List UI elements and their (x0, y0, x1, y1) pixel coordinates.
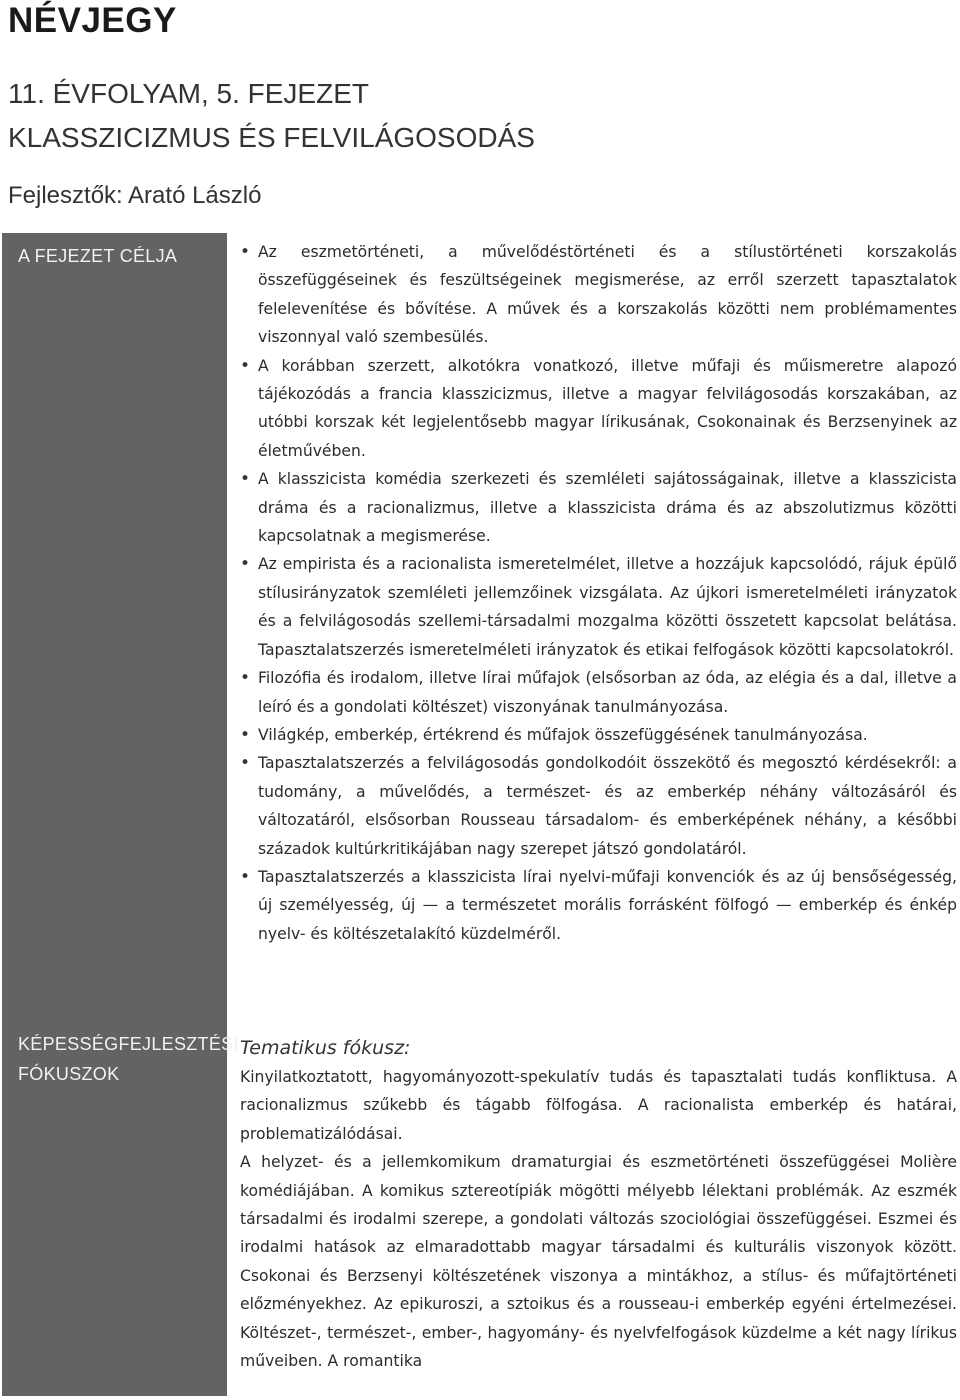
goals-section (240, 238, 957, 948)
goal-item: • A korábban szerzett, alkotókra vonatkozó, illetve műfaji és műismeretre alapozó tájékozódás a francia klasszicizmus, illetve a magyar felvilágosodás korszakában, az utóbbi korszak két legjelentősebb magyar lírikusának, Csokonainak és Berzsenyinek az életművében. (240, 352, 957, 466)
goals-list (240, 238, 957, 948)
goal-item: • Világkép, emberkép, értékrend és műfajok összefüggésének tanulmányozása. (240, 721, 957, 749)
sidebar-label-goal: A FEJEZET CÉLJA (18, 246, 178, 266)
goal-item: • Filozófia és irodalom, illetve lírai műfajok (elsősorban az óda, az elégia és a dal, illetve a leíró és a gondolati költészet) viszonyának tanulmányozása. (240, 664, 957, 721)
sidebar-label-focus (18, 1029, 239, 1089)
goal-item: • Az eszmetörténeti, a művelődéstörténeti és a stílustörténeti korszakolás összefüggéseinek és feszültségeinek megismerése, az erről szerzett tapasztalatok felelevenítése és bővítése. A művek és a korszakolás közötti nem problémamentes viszonnyal való szembesülés. (240, 238, 957, 352)
goal-item: • Tapasztalatszerzés a klasszicista lírai nyelvi-műfaji konvenciók és az új bensőségesség, új személyesség, új — a természetet morális forrásként fölfogó — emberkép és énkép nyelv- és költészetalakító küzdelméről. (240, 863, 957, 948)
chapter-title: KLASSZICIZMUS ÉS FELVILÁGOSODÁS (8, 122, 535, 153)
sidebar-label-focus-line1: KÉPESSÉGFEJLESZTÉSI (18, 1034, 239, 1054)
developers: Fejlesztők: Arató László (8, 182, 262, 209)
goal-item: • A klasszicista komédia szerkezeti és szemléleti sajátosságainak, illetve a klasszicista dráma és a racionalizmus, illetve a klasszicista dráma és az abszolutizmus közötti kapcsolatnak a megismerése. (240, 465, 957, 550)
sidebar (2, 233, 239, 1396)
goal-item: • Az empirista és a racionalista ismeretelmélet, illetve a hozzájuk kapcsolódó, rájuk épülő stílusirányzatok szemléleti jellemzőinek vizsgálata. Az újkori ismeretelméleti irányzatok és a felvilágosodás szellemi-társadalmi mozgalma közötti összetett kapcsolat belátása. Tapasztalatszerzés ismeretelméleti irányzatok és etikai felfogások közötti kapcsolatokról. (240, 550, 957, 664)
page-header (8, 0, 948, 212)
focus-paragraph-2: A helyzet- és a jellemkomikum dramaturgiai és eszmetörténeti összefüggései Molière komédiájában. A komikus sztereotípiák mögötti mélyebb lélektani problémák. Az eszmék társadalmi és irodalmi szerepe, a gondolati változás szociológiai összefüggései. Eszmei és irodalmi hatások az elmaradottabb magyar társadalmi és kulturális viszonyok között. Csokonai és Berzsenyi költészetének viszonya a mintákhoz, a stílus- és műfajtörténeti előzményekhez. Az epikuroszi, a sztoikus és a rousseau-i emberkép egyéni értelmezései. Költészet-, természet-, ember-, hagyomány- és nyelvfelfogások küzdelme a két nagy lírikus műveiben. A romantika (240, 1153, 957, 1371)
grade-chapter: 11. ÉVFOLYAM, 5. FEJEZET (8, 78, 369, 109)
focus-paragraph-1: Kinyilatkoztatott, hagyományozott-spekulatív tudás és tapasztalati tudás konfliktusa. A racionalizmus szűkebb és tágabb fölfogása. A racionalista emberkép és határai, problematizálódásai. (240, 1068, 957, 1143)
goal-item: • Tapasztalatszerzés a felvilágosodás gondolkodóit összekötő és megosztó kérdésekről: a tudomány, a művelődés, a természet- és az emberkép néhány változásáról és változatáról, elsősorban Rousseau társadalom- és emberképének néhány, a későbbi századok kultúrkritikájában nagy szerepet játszó gondolatáról. (240, 749, 957, 863)
focus-heading: Tematikus fókusz: (240, 1037, 411, 1059)
page-title: NÉVJEGY (8, 1, 177, 40)
sidebar-label-focus-line2: FÓKUSZOK (18, 1064, 120, 1084)
focus-section (240, 1033, 957, 1375)
